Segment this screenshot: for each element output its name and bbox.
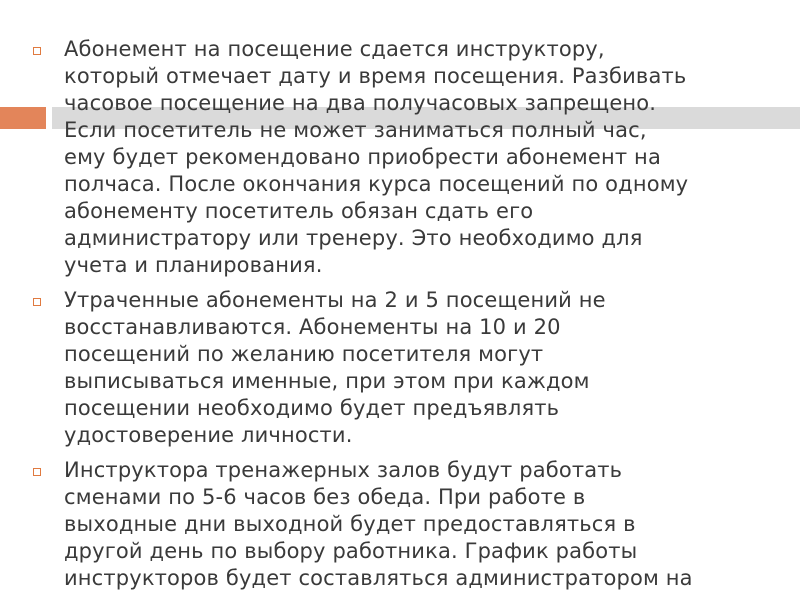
square-bullet-icon (33, 47, 41, 55)
square-bullet-icon (33, 298, 41, 306)
list-item (30, 457, 790, 592)
list-item (30, 36, 790, 279)
list-item (30, 287, 790, 449)
square-bullet-icon (33, 468, 41, 476)
list-item-text: Инструктора тренажерных залов будут работать сменами по 5-6 часов без обеда. При работе в выходные дни выходной будет предоставляться в другой день по выбору работника. График работы инструкторов будет составляться администратором на (64, 458, 693, 590)
bullet-list (30, 36, 790, 600)
list-item-text: Утраченные абонементы на 2 и 5 посещений не восстанавливаются. Абонементы на 10 и 20 посещений по желанию посетителя могут выписываться именные, при этом при каждом посещении необходимо будет предъявлять удостоверение личности. (64, 288, 606, 447)
list-item-text: Абонемент на посещение сдается инструктору, который отмечает дату и время посещения. Разбивать часовое посещение на два получасовых запрещено. Если посетитель не может заниматься полный час, ему будет рекомендовано приобрести абонемент на полчаса. После окончания курса посещений по одному абонементу посетитель обязан сдать его администратору или тренеру. Это необходимо для учета и планирования. (64, 37, 689, 277)
